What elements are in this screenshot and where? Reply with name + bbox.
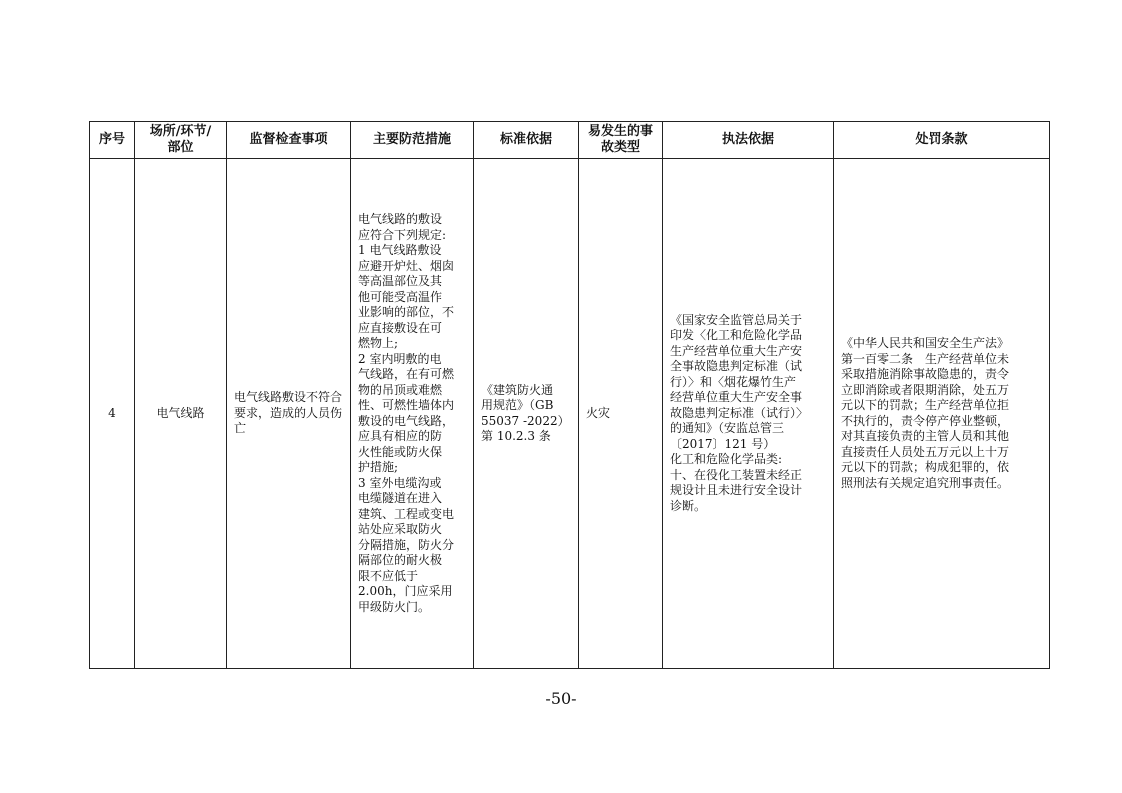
cell-law-basis: 《国家安全监管总局关于 印发〈化工和危险化学品 生产经营单位重大生产安 全事故隐患判定标准（试 行）〉和〈烟花爆竹生产 经营单位重大生产安全事 故隐患判定标准（试行）〉 的通知》（安监总管三 〔2017〕121 号） 化工和危险化学品类: 十、在役化工装置未经正 规设计且未进行安全设计 诊断。 (663, 159, 834, 669)
page-number: -50- (545, 689, 577, 708)
header-seq: 序号 (90, 122, 135, 159)
cell-item: 电气线路敷设不符合要求，造成的人员伤亡 (227, 159, 351, 669)
header-item: 监督检查事项 (227, 122, 351, 159)
cell-seq: 4 (90, 159, 135, 669)
header-law-basis: 执法依据 (663, 122, 834, 159)
header-accident-type: 易发生的事 故类型 (579, 122, 663, 159)
header-place: 场所/环节/ 部位 (135, 122, 227, 159)
table-row (90, 159, 1050, 669)
cell-standard: 《建筑防火通 用规范》（GB 55037 -2022） 第 10.2.3 条 (474, 159, 579, 669)
table-header-row (90, 122, 1050, 159)
hazard-inspection-table (89, 121, 1050, 669)
header-measures: 主要防范措施 (351, 122, 474, 159)
header-standard: 标准依据 (474, 122, 579, 159)
cell-place: 电气线路 (135, 159, 227, 669)
cell-accident-type: 火灾 (579, 159, 663, 669)
header-penalty: 处罚条款 (834, 122, 1050, 159)
cell-measures: 电气线路的敷设 应符合下列规定: 1 电气线路敷设 应避开炉灶、烟囱 等高温部位及其 他可能受高温作 业影响的部位，不 应直接敷设在可 燃物上; 2 室内明敷的电 气线路，在有可燃 物的吊顶或难燃 性、可燃性墙体内 敷设的电气线路， 应具有相应的防 火性能或防火保 护措施; 3 室外电缆沟或 电缆隧道在进入 建筑、工程或变电 站处应采取防火 分隔措施，防火分 隔部位的耐火极 限不应低于 2.00h，门应采用 甲级防火门。 (351, 159, 474, 669)
cell-penalty: 《中华人民共和国安全生产法》 第一百零二条 生产经营单位未 采取措施消除事故隐患的，责令 立即消除或者限期消除，处五万 元以下的罚款；生产经营单位拒 不执行的，责令停产停业整顿， 对其直接负责的主管人员和其他 直接责任人员处五万元以上十万 元以下的罚款；构成犯罪的，依 照刑法有关规定追究刑事责任。 (834, 159, 1050, 669)
